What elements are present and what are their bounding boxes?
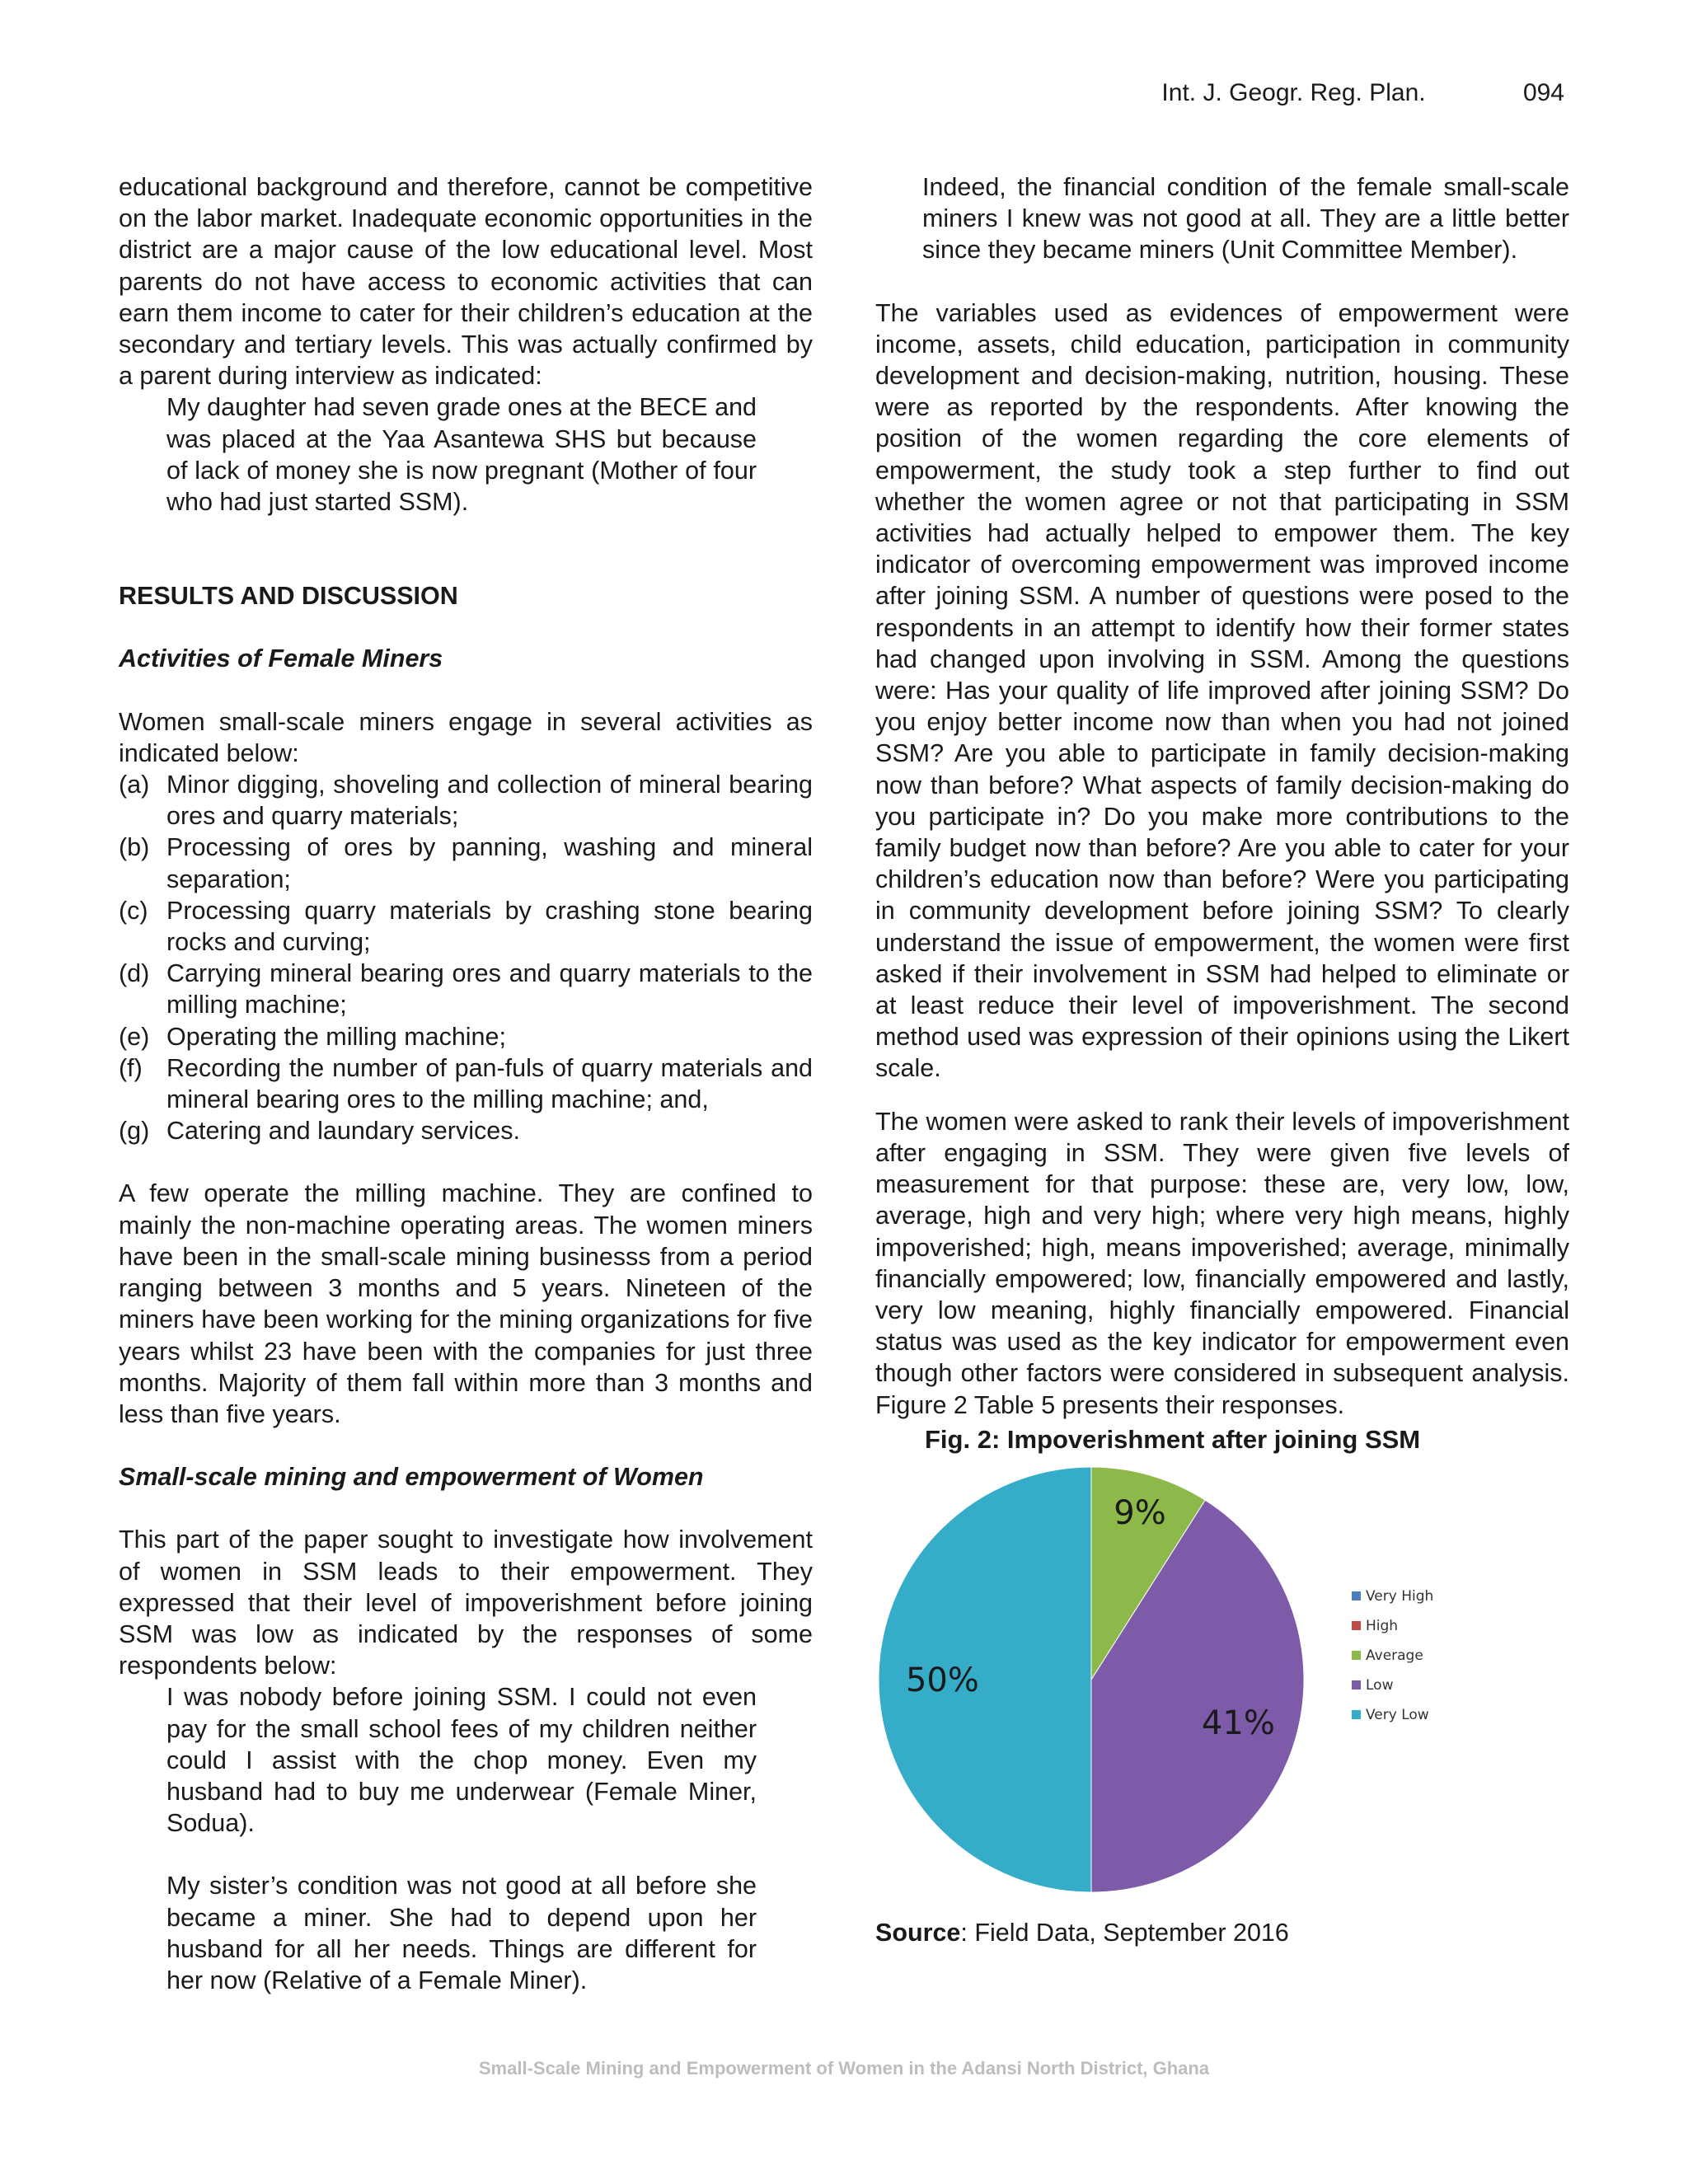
list-item-text: Carrying mineral bearing ores and quarry materials to the milling machine; — [166, 959, 813, 1019]
quote-female-miner: I was nobody before joining SSM. I could not even pay for the small school fees of my children neither could I assist with the chop money. Even my husband had to buy me underwear (Female Miner, Sodua). — [166, 1683, 757, 1838]
subheading-empowerment: Small-scale mining and empowerment of Women — [119, 1463, 704, 1492]
list-item-text: Recording the number of pan-fuls of quarry materials and mineral bearing ores to the milling machine; and, — [166, 1053, 813, 1114]
legend-swatch — [1352, 1591, 1361, 1601]
running-footer: Small-Scale Mining and Empowerment of Women in the Adansi North District, Ghana — [478, 2058, 1210, 2079]
list-item-text: Minor digging, shoveling and collection of mineral bearing ores and quarry materials; — [166, 771, 813, 831]
running-header — [1161, 79, 1564, 107]
quote-mother: My daughter had seven grade ones at the BECE and was placed at the Yaa Asantewa SHS but because of lack of money she is now pregnant (Mother of four who had just started SSM). — [166, 393, 757, 517]
legend-swatch — [1352, 1651, 1361, 1660]
legend-swatch — [1352, 1710, 1361, 1719]
paragraph-education: educational background and therefore, cannot be competitive on the labor market. Inadequate economic opportunities in the district are a major cause of the low educational level. Most parents do not have access to economic activities that can earn them income to cater for their children’s education at the secondary and tertiary levels. This was actually confirmed by a parent during interview as indicated: — [119, 173, 813, 391]
list-item-label: (f) — [119, 1053, 143, 1082]
pie-chart — [875, 1455, 1569, 1917]
list-item-label: (e) — [119, 1022, 150, 1051]
right-column — [875, 171, 1569, 1948]
list-item-text: Operating the milling machine; — [166, 1022, 506, 1051]
activity-list — [119, 769, 813, 1146]
list-item-label: (g) — [119, 1117, 150, 1146]
paragraph-ranking: The women were asked to rank their levels of impoverishment after engaging in SSM. They were given five levels of measurement for that purpose: these are, very low, low, average, high and very high; where very high means, highly impoverished; high, means impoverished; average, minimally financially empowered; low, financially empowered and lastly, very low meaning, highly financially empowered. Financial status was used as the key indicator for empowerment even though other factors were considered in subsequent analysis. Figure 2 Table 5 presents their responses. — [875, 1107, 1569, 1419]
pie-data-label: 41% — [1201, 1704, 1275, 1742]
list-item-label: (a) — [119, 771, 150, 799]
figure-title: Fig. 2: Impoverishment after joining SSM — [925, 1424, 1421, 1454]
pie-data-label: 9% — [1114, 1493, 1166, 1532]
source-text: : Field Data, September 2016 — [960, 1918, 1289, 1947]
legend-entry: Low — [1366, 1676, 1394, 1694]
list-item-label: (d) — [119, 959, 150, 988]
legend-swatch — [1352, 1680, 1361, 1690]
quote-relative: My sister’s condition was not good at all before she became a miner. She had to depend upon her husband for all her needs. Things are different for her now (Relative of a Female Miner). — [166, 1872, 757, 1994]
list-item — [119, 1021, 813, 1052]
section-heading: RESULTS AND DISCUSSION — [119, 582, 458, 611]
legend-entry: Very High — [1366, 1587, 1434, 1605]
page-number: 094 — [1522, 79, 1564, 106]
source-label: Source — [875, 1918, 961, 1947]
list-item-text: Processing quarry materials by crashing stone bearing rocks and curving; — [166, 896, 813, 957]
subheading-activities: Activities of Female Miners — [119, 644, 443, 673]
journal-name: Int. J. Geogr. Reg. Plan. — [1161, 79, 1426, 106]
list-item — [119, 1115, 813, 1146]
left-column — [119, 171, 813, 1996]
paragraph-milling: A few operate the milling machine. They are confined to mainly the non-machine operating areas. The women miners have been in the small-scale mining businesss from a period ranging between 3 months and 5 years. Nineteen of the miners have been working for the mining organizations for five years whilst 23 have been with the companies for just three months. Majority of them fall within more than 3 months and less than five years. — [119, 1179, 813, 1428]
list-item-text: Catering and laundary services. — [166, 1117, 520, 1146]
figure-2-chart — [875, 1455, 1569, 1917]
figure-source — [875, 1917, 1569, 1948]
list-item — [119, 895, 813, 958]
list-item — [119, 958, 813, 1020]
legend-swatch — [1352, 1621, 1361, 1630]
list-item — [119, 1052, 813, 1115]
list-item — [119, 769, 813, 832]
list-item-text: Processing of ores by panning, washing and mineral separation; — [166, 833, 813, 893]
quote-committee-member: Indeed, the financial condition of the female small-scale miners I knew was not good at all. They are a little better since they became miners (Unit Committee Member). — [922, 173, 1569, 265]
legend-entry: Very Low — [1366, 1706, 1429, 1723]
list-item-label: (c) — [119, 896, 148, 925]
legend-entry: Average — [1366, 1647, 1423, 1664]
list-item-label: (b) — [119, 833, 150, 862]
paragraph-variables: The variables used as evidences of empowerment were income, assets, child education, participation in community development and decision-making, nutrition, housing. These were as reported by the respondents. After knowing the position of the women regarding the core elements of empowerment, the study took a step further to find out whether the women agree or not that participating in SSM activities had actually helped to empower them. The key indicator of overcoming empowerment was improved income after joining SSM. A number of questions were posed to the respondents in an attempt to identify how their former states had changed upon involving in SSM. Among the questions were: Has your quality of life improved after joining SSM? Do you enjoy better income now than when you had not joined SSM? Are you able to participate in family decision-making now than before? What aspects of family decision-making do you participate in? Do you make more contributions to the family budget now than before? Are you able to cater for your children’s education now than before? Were you participating in community development before joining SSM? To clearly understand the issue of empowerment, the women were first asked if their involvement in SSM had helped to eliminate or at least reduce their level of impoverishment. The second method used was expression of their opinions using the Likert scale. — [875, 298, 1569, 1083]
paragraph-empowerment-intro: This part of the paper sought to investigate how involvement of women in SSM leads to their empowerment. They expressed that their level of impoverishment before joining SSM was low as indicated by the responses of some respondents below: — [119, 1526, 813, 1680]
list-item — [119, 832, 813, 894]
legend-entry: High — [1366, 1617, 1399, 1634]
pie-data-label: 50% — [905, 1661, 979, 1699]
paragraph-activities-intro: Women small-scale miners engage in several activities as indicated below: — [119, 707, 813, 767]
